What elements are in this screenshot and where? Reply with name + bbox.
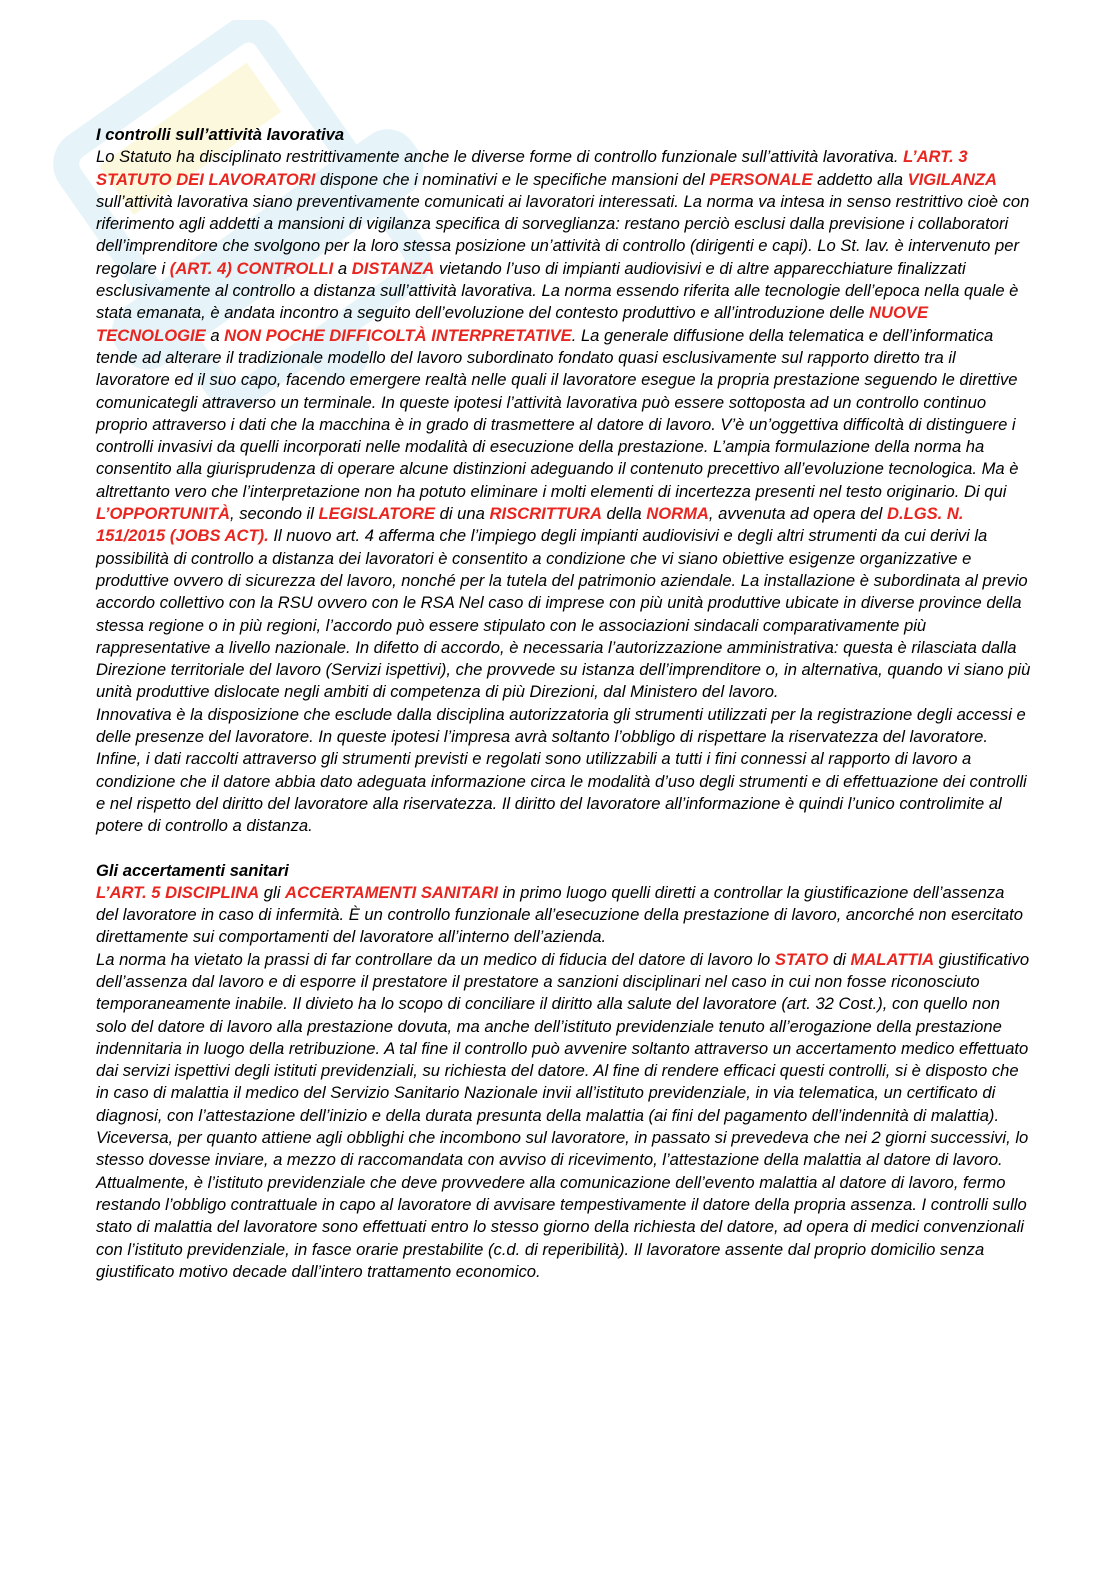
paragraph-accertamenti-1 — [96, 882, 1031, 949]
highlighted-term: LEGISLATORE — [318, 504, 436, 524]
text-run: in primo luogo quelli diretti a controllar la giustificazione dell’assenza del lavoratore in caso di infermità. È un controllo funzionale all’esecuzione della prestazione di lavoro, ancorché non esercitato direttamente sui comportamenti del lavoratore all’interno dell’azienda. — [96, 882, 1024, 947]
paragraph-accertamenti-2 — [96, 949, 1031, 1283]
highlighted-term: NORMA — [646, 504, 709, 524]
text-run: di una — [435, 504, 490, 524]
text-run: a — [333, 258, 352, 278]
paragraph-controlli-2: Innovativa è la disposizione che esclude dalla disciplina autorizzatoria gli strumenti utilizzati per la registrazione degli accessi e delle presenze del lavoratore. In queste ipotesi l’impresa avrà soltanto l’obbligo di rispettare la riservatezza del lavoratore. Infine, i dati raccolti attraverso gli strumenti previsti e regolati sono utilizzabili a tutti i fini connessi al rapporto di lavoro a condizione che il datore abbia dato adeguata informazione circa le modalità d’uso degli strumenti e di effettuazione dei controlli e nel rispetto del diritto del lavoratore alla riservatezza. Il diritto del lavoratore all’informazione è quindi l’unico controlimite al potere di controllo a distanza. — [96, 704, 1027, 836]
document-page — [96, 124, 1031, 1283]
highlighted-term: D.LGS. N. 151/2015 (JOBS ACT). — [96, 504, 964, 546]
section-title-controlli: I controlli sull’attività lavorativa — [96, 125, 345, 144]
highlighted-term: MALATTIA — [850, 949, 935, 969]
text-run: , avvenuta ad opera del — [708, 504, 887, 524]
highlighted-term: L’ART. 3 STATUTO DEI LAVORATORI — [96, 147, 968, 189]
text-run: addetto alla — [812, 169, 908, 189]
highlighted-term: PERSONALE — [709, 169, 813, 189]
highlighted-term: VIGILANZA — [907, 169, 997, 189]
text-run: di — [828, 949, 851, 969]
section-spacer — [96, 838, 1031, 860]
text-run: della — [601, 504, 647, 524]
highlighted-term: STATO — [774, 949, 829, 969]
highlighted-term: NON POCHE DIFFICOLTÀ INTERPRETATIVE — [224, 325, 572, 345]
section-title-accertamenti: Gli accertamenti sanitari — [96, 860, 289, 880]
highlighted-term: NUOVE TECNOLOGIE — [96, 303, 929, 345]
text-run: , secondo il — [229, 504, 319, 524]
text-run: giustificativo dell’assenza dal lavoro e di esporre il prestatore il prestatore a sanzioni disciplinari nel caso in cui non fosse riconosciuto temporaneamente inabile. Il divieto ha lo scopo di conciliare il diritto alla salute del lavoratore (art. 32 Cost.), con quello non solo del datore di lavoro alla prestazione dovuta, ma anche dell’istituto previdenziale tenuto all’erogazione della prestazione indennitaria in luogo della retribuzione. A tal fine il controllo può avvenire soltanto attraverso un accertamento medico effettuato dai servizi ispettivi degli istituti previdenziali, su richiesta del datore. Al fine di rendere efficaci questi controlli, si è disposto che in caso di malattia il medico del Servizio Sanitario Nazionale invii all’istituto previdenziale, in via telematica, un certificato di diagnosi, con l’attestazione dell’inizio e della durata presunta della malattia (ai fini del pagamento dell’indennità di malattia). Viceversa, per quanto attiene agli obblighi che incombono sul lavoratore, in passato si prevedeva che nei 2 giorni successivi, lo stesso dovesse inviare, a mezzo di raccomandata con avviso di ricevimento, l’attestazione della malattia al datore di lavoro. Attualmente, è l’istituto previdenziale che deve provvedere alla comunicazione dell’evento malattia al datore di lavoro, fermo restando l’obbligo contrattuale in capo al lavoratore di avvisare tempestivamente il datore della propria assenza. I controlli sullo stato di malattia del lavoratore sono effettuati entro lo stesso giorno della richiesta del datore, ad opera di medici convenzionali con l’istituto previdenziale, in fasce orarie prestabilite (c.d. di reperibilità). Il lavoratore assente dal proprio domicilio senza giustificato motivo decade dall’intero trattamento economico. — [96, 949, 1030, 1281]
text-run: La norma ha vietato la prassi di far controllare da un medico di fiducia del datore di lavoro lo — [96, 949, 775, 969]
text-run: . La generale diffusione della telematica e dell’informatica tende ad alterare il tradizionale modello del lavoro subordinato fondato quasi esclusivamente sul rapporto diretto tra il lavoratore ed il suo capo, facendo emergere realtà nelle quali il lavoratore esegue la propria prestazione seguendo le direttive comunicategli attraverso un terminale. In queste ipotesi l’attività lavorativa può essere sottoposta ad un controllo continuo proprio attraverso i dati che la macchina è in grado di trasmettere al datore di lavoro. V’è un’oggettiva difficoltà di distinguere i controlli invasivi da quelli incorporati nelle modalità di esecuzione della prestazione. L’ampia formulazione della norma ha consentito alla giurisprudenza di operare alcune distinzioni adeguando il contenuto precettivo all’evoluzione tecnologica. Ma è altrettanto vero che l’interpretazione non ha potuto eliminare i molti elementi di incertezza presenti nel testo originario. Di qui — [96, 325, 1019, 501]
text-run: Lo Statuto ha disciplinato restrittivamente anche le diverse forme di controllo funzionale sull’attività lavorativa. — [96, 147, 904, 167]
highlighted-term: L’ART. 5 DISCIPLINA — [96, 882, 260, 902]
highlighted-term: ACCERTAMENTI SANITARI — [285, 882, 498, 902]
text-run: dispone che i nominativi e le specifiche mansioni del — [315, 169, 710, 189]
text-run: Il nuovo art. 4 afferma che l’impiego degli impianti audiovisivi e degli altri strumenti da cui derivi la possibilità di controllo a distanza dei lavoratori è consentito a condizione che vi siano obiettive esigenze organizzative e produttive ovvero di sicurezza del lavoro, nonché per la tutela del patrimonio aziendale. La installazione è subordinata al previo accordo collettivo con la RSU ovvero con le RSA Nel caso di imprese con più unità produttive ubicate in diverse province della stessa regione o in più regioni, l’accordo può essere stipulato con le associazioni sindacali comparativamente più rappresentative a livello nazionale. In difetto di accordo, è necessaria l’autorizzazione amministrativa: questa è rilasciata dalla Direzione territoriale del lavoro (Servizi ispettivi), che provvede su istanza dell’imprenditore o, in alternativa, quando vi siano più unità produttive dislocate negli ambiti di competenza di più Direzioni, dal Ministero del lavoro. — [96, 526, 1031, 702]
highlighted-term: L’OPPORTUNITÀ — [96, 504, 230, 524]
highlighted-term: DISTANZA — [351, 258, 435, 278]
text-run: vietando l’uso di impianti audiovisivi e di altre apparecchiature finalizzati esclusivamente al controllo a distanza sull’attività lavorativa. La norma essendo riferita alle tecnologie dell’epoca nella quale è stata emanata, è andata incontro a seguito dell’evoluzione del contesto produttivo e all’introduzione delle — [96, 258, 1019, 323]
highlighted-term: (ART. 4) CONTROLLI — [169, 258, 334, 278]
text-run: gli — [259, 882, 286, 902]
paragraph-controlli-1 — [96, 146, 1031, 703]
text-run: a — [205, 325, 225, 345]
highlighted-term: RISCRITTURA — [489, 504, 602, 524]
text-run: sull’attività lavorativa siano preventivamente comunicati ai lavoratori interessati. La norma va intesa in senso restrittivo cioè con riferimento agli addetti a mansioni di vigilanza specifica di sorveglianza: restano perciò esclusi dalla previsione i collaboratori dell’imprenditore che svolgono per la loro stessa posizione un’attività di controllo (dirigenti e capi). Lo St. lav. è intervenuto per regolare i — [96, 191, 1030, 278]
